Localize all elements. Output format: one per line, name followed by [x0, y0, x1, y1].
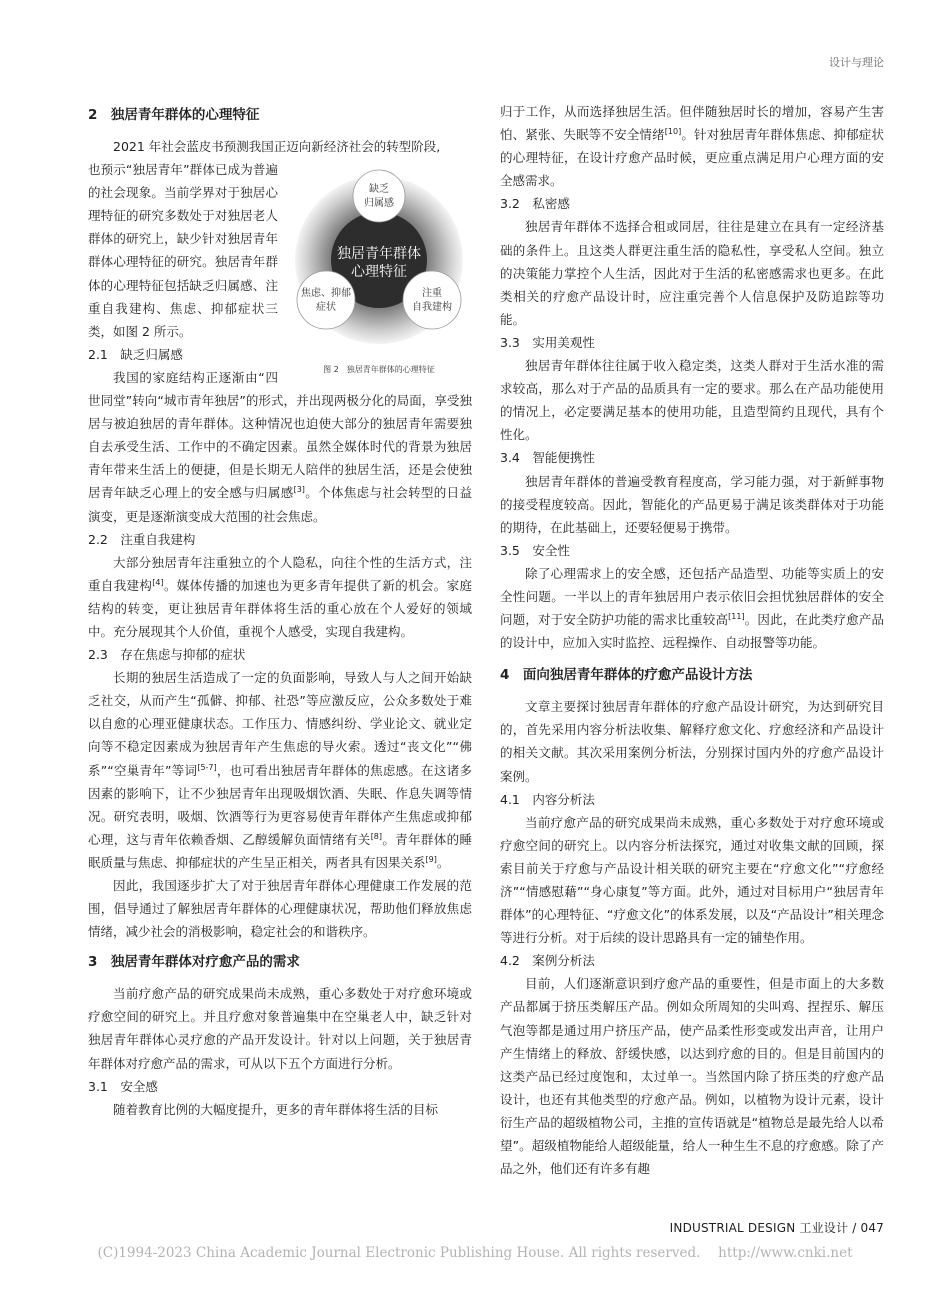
section-3-1-title: 3.1 安全感: [88, 1078, 158, 1094]
section-3-2-title: 3.2 私密感: [500, 196, 570, 212]
node-left-label-1: 焦虑、抑郁: [301, 288, 351, 300]
running-header: 设计与理论: [829, 56, 884, 69]
section-2-paragraph-lead: 2021 年社会蓝皮书预测我国正迈向新经济社会的转型阶段,: [113, 139, 441, 154]
figure-2-caption: 图 2 独居青年群体的心理特征: [323, 365, 435, 375]
footer-separator: /: [852, 1221, 857, 1235]
section-2-paragraph: 也预示“独居青年”群体已成为普遍的社会现象。当前学界对于独居心理特征的研究多数处于对独居老人群体的研究上，缺少针对独居青年群体心理特征的研究。独居青年群体的心理特征包括缺乏归属感、注重自我建构、焦虑、抑郁症状三类，如图 2 所示。: [88, 162, 278, 339]
section-3-4-title: 3.4 智能便携性: [500, 450, 595, 466]
section-2-2-paragraph: 大部分独居青年注重独立的个人隐私，向往个性的生活方式，注重自我建构[4]。媒体传播的加速也为更多青年提供了新的机会。家庭结构的转变，更让独居青年群体将生活的重心放在个人爱好的领域中。充分展现其个人价值，重视个人感受，实现自我建构。: [88, 554, 472, 639]
section-3-1-continued: 归于工作，从而选择独居生活。但伴随独居时长的增加，容易产生害怕、紧张、失眠等不安全情绪[10]。针对独居青年群体焦虑、抑郁症状的心理特征，在设计疗愈产品时候，更应重点满足用户心理方面的安全感需求。: [500, 104, 884, 189]
node-right-label-1: 注重: [422, 288, 442, 300]
copyright-watermark: (C)1994-2023 China Academic Journal Electronic Publishing House. All rights reserved. http://www.cnki.net: [97, 1245, 853, 1261]
page-footer: [670, 1219, 884, 1236]
citation-11: [11]: [728, 611, 745, 621]
node-top-circle: [353, 170, 405, 222]
citation-10: [10]: [664, 126, 682, 136]
section-2-3-title: 2.3 存在焦虑与抑郁的症状: [88, 647, 246, 663]
section-3-5-title: 3.5 安全性: [500, 542, 570, 558]
page-number: 047: [860, 1221, 884, 1235]
citation-4: [4]: [152, 577, 164, 587]
psych-diagram-svg: [286, 160, 472, 356]
section-2-title: 2 独居青年群体的心理特征: [88, 107, 260, 123]
section-2-1-paragraph: 我国的家庭结构正逐渐由“四世同堂”转向“城市青年独居”的形式，并出现两极分化的局面，享受独居与被迫独居的青年群体。这种情况也迫使大部分的独居青年需要独自去承受生活、工作中的不确定因素。虽然全媒体时代的背景为独居青年带来生活上的便捷，但是长期无人陪伴的独居生活，还是会使独居青年缺乏心理上的安全感与归属感[3]。个体焦虑与社会转型的日益演变，更是逐渐演变成大范围的社会焦虑。: [88, 369, 472, 524]
section-3-4-paragraph: 独居青年群体的普遍受教育程度高，学习能力强，对于新鲜事物的接受程度较高。因此，智能化的产品更易于满足该类群体对于功能的期待，在此基础上，还要轻便易于携带。: [500, 473, 884, 535]
section-3-title: 3 独居青年群体对疗愈产品的需求: [88, 954, 300, 971]
figure-2-diagram: [286, 160, 472, 356]
section-3-1-paragraph: 随着教育比例的大幅度提升，更多的青年群体将生活的目标: [113, 1101, 439, 1117]
citation-3: [3]: [293, 485, 305, 495]
section-4-title: 4 面向独居青年群体的疗愈产品设计方法: [500, 667, 753, 684]
node-top-label-2: 归属感: [364, 198, 394, 210]
node-right-label-2: 自我建构: [412, 302, 452, 314]
section-3-3-paragraph: 独居青年群体往往属于收入稳定类，这类人群对于生活水准的需求较高，那么对于产品的品质具有一定的要求。那么在产品功能使用的情况上，必定要满足基本的使用功能，且造型简约且现代，具有个性化。: [500, 358, 884, 443]
node-left-circle: [297, 271, 355, 329]
node-left-label-2: 症状: [316, 302, 336, 314]
section-3-2-paragraph: 独居青年群体不选择合租或同居，往往是建立在具有一定经济基础的条件上。且这类人群更注重生活的隐私性，享受私人空间。独立的决策能力掌控个人生活，因此对于生活的私密感需求也更多。在此类相关的疗愈产品设计时，应注重完善个人信息保护及防追踪等功能。: [500, 219, 884, 327]
section-3-paragraph: 当前疗愈产品的研究成果尚未成熟，重心多数处于对疗愈环境或疗愈空间的研究上。并且疗愈对象普遍集中在空巢老人中，缺乏针对独居青年群体心灵疗愈的产品开发设计。针对以上问题，关于独居青年群体对疗愈产品的需求，可从以下五个方面进行分析。: [88, 986, 472, 1071]
left-column: [88, 100, 472, 1121]
figure-2: [286, 160, 472, 376]
journal-name: INDUSTRIAL DESIGN 工业设计: [669, 1221, 849, 1235]
section-2-2-title: 2.2 注重自我建构: [88, 531, 196, 547]
section-2-3-paragraph-1: 长期的独居生活造成了一定的负面影响，导致人与人之间开始缺乏社交，从而产生“孤僻、抑郁、社恐”等应激反应，公众多数处于难以自愈的心理亚健康状态。工作压力、情感纠纷、学业论文、就业定向等不稳定因素成为独居青年产生焦虑的导火索。透过“丧文化”“佛系”“空巢青年”等词[5-7]，也可看出独居青年群体的焦虑感。在这诸多因素的影响下，让不少独居青年出现吸烟饮酒、失眠、作息失调等情况。研究表明，吸烟、饮酒等行为更容易使青年群体产生焦虑或抑郁心理，这与青年依赖香烟、乙醇缓解负面情绪有关[8]。青年群体的睡眠质量与焦虑、抑郁症状的产生呈正相关，两者具有因果关系[9]。: [88, 670, 472, 870]
citation-8: [8]: [370, 831, 383, 841]
section-4-paragraph: 文章主要探讨独居青年群体的疗愈产品设计研究，为达到研究目的，首先采用内容分析法收集、解释疗愈文化、疗愈经济和产品设计的相关文献。其次采用案例分析法，分别探讨国内外的疗愈产品设计案例。: [500, 699, 884, 784]
section-3-5-paragraph: 除了心理需求上的安全感，还包括产品造型、功能等实质上的安全性问题。一半以上的青年独居用户表示依旧会担忧独居群体的安全问题，对于安全防护功能的需求比重较高[11]。因此，在此类疗愈产品的设计中，应加入实时监控、远程操作、自动报警等功能。: [500, 565, 884, 651]
section-4-1-paragraph: 当前疗愈产品的研究成果尚未成熟，重心多数处于对疗愈环境或疗愈空间的研究上。以内容分析法探究，通过对收集文献的回顾，探索目前关于疗愈与产品设计相关联的研究主要在“疗愈文化”“疗愈经济”“情感慰藉”“身心康复”等方面。此外，通过对目标用户“独居青年群体”的心理特征、“疗愈文化”的体系发展，以及“产品设计”相关理念等进行分析。对于后续的设计思路具有一定的铺垫作用。: [500, 814, 884, 946]
node-right-circle: [403, 271, 461, 329]
citation-5-7: [5-7]: [197, 762, 217, 772]
section-2-3-paragraph-2: 因此，我国逐步扩大了对于独居青年群体心理健康工作发展的范围，倡导通过了解独居青年群体的心理健康状况，帮助他们释放焦虑情绪，减少社会的消极影响，稳定社会的和谐秩序。: [88, 878, 472, 940]
citation-9: [9]: [425, 854, 437, 864]
center-label-2: 心理特征: [351, 264, 407, 281]
section-2-1-title: 2.1 缺乏归属感: [88, 346, 183, 362]
node-top-label-1: 缺乏: [369, 184, 389, 196]
section-4-2-paragraph: 目前，人们逐渐意识到疗愈产品的重要性，但是市面上的大多数产品都属于挤压类解压产品。例如众所周知的尖叫鸡、捏捏乐、解压气泡等都是通过用户挤压产品，使产品柔性形变或发出声音，让用户产生情绪上的释放、舒缓快感，以达到疗愈的目的。但是目前国内的这类产品已经过度饱和，太过单一。当然国内除了挤压类的疗愈产品设计，也还有其他类型的疗愈产品。例如，以植物为设计元素，设计衍生产品的超级植物公司，主推的宣传语就是“植物总是最先给人以希望”。超级植物能给人超级能量，给人一种生生不息的疗愈感。除了产品之外，他们还有许多有趣: [500, 976, 884, 1177]
section-4-2-title: 4.2 案例分析法: [500, 953, 595, 969]
right-column: [500, 100, 884, 1180]
center-label-1: 独居青年群体: [337, 246, 421, 263]
section-3-3-title: 3.3 实用美观性: [500, 334, 595, 350]
section-4-1-title: 4.1 内容分析法: [500, 791, 595, 807]
